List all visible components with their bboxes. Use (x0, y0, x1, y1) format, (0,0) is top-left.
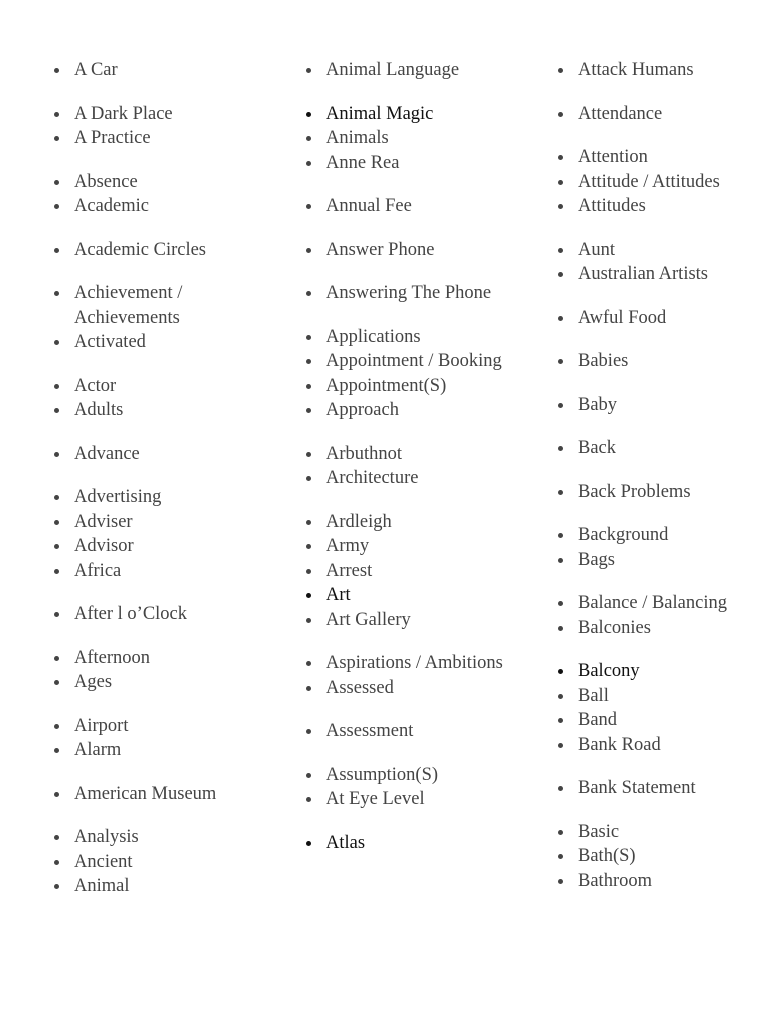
list-item: Africa (52, 559, 287, 584)
list-item: Adults (52, 398, 287, 423)
list-item: Afternoon (52, 646, 287, 671)
list-item: Adviser (52, 510, 287, 535)
list-item: Attendance (556, 102, 768, 127)
list-item: Baby (556, 393, 768, 418)
list-item: Aunt (556, 238, 768, 263)
list-item: Appointment / Booking (304, 349, 539, 374)
list-item: Babies (556, 349, 768, 374)
list-item: Animal Language (304, 58, 539, 83)
list-item: Analysis (52, 825, 287, 850)
list-item: Band (556, 708, 768, 733)
list-item: Background (556, 523, 768, 548)
list-item: Basic (556, 820, 768, 845)
list-item: Attention (556, 145, 768, 170)
word-list-column-3 (556, 58, 768, 893)
word-list-column-2 (304, 58, 539, 855)
list-item: Bath(S) (556, 844, 768, 869)
list-item: A Practice (52, 126, 287, 151)
list-item: Art Gallery (304, 608, 539, 633)
list-item: At Eye Level (304, 787, 539, 812)
list-item: Activated (52, 330, 287, 355)
list-item: Answering The Phone (304, 281, 539, 306)
list-item: Arrest (304, 559, 539, 584)
list-item: Annual Fee (304, 194, 539, 219)
list-item: A Car (52, 58, 287, 83)
list-item: Arbuthnot (304, 442, 539, 467)
list-item: Bathroom (556, 869, 768, 894)
list-item: A Dark Place (52, 102, 287, 127)
list-item: Animal Magic (304, 102, 539, 127)
list-item: Bank Statement (556, 776, 768, 801)
list-item: Australian Artists (556, 262, 768, 287)
list-item: Animals (304, 126, 539, 151)
list-item: Actor (52, 374, 287, 399)
list-item: Assumption(S) (304, 763, 539, 788)
list-item: Back Problems (556, 480, 768, 505)
list-item: Appointment(S) (304, 374, 539, 399)
list-item: Anne Rea (304, 151, 539, 176)
list-item: American Museum (52, 782, 287, 807)
list-item: Advisor (52, 534, 287, 559)
list-item: Attitudes (556, 194, 768, 219)
list-item: Attack Humans (556, 58, 768, 83)
list-item: Attitude / Attitudes (556, 170, 768, 195)
list-item: Art (304, 583, 539, 608)
list-item: Awful Food (556, 306, 768, 331)
list-item: Army (304, 534, 539, 559)
list-item: Ancient (52, 850, 287, 875)
list-item: Airport (52, 714, 287, 739)
list-item: Advertising (52, 485, 287, 510)
list-item: Alarm (52, 738, 287, 763)
list-item: Ardleigh (304, 510, 539, 535)
list-item: Architecture (304, 466, 539, 491)
list-item: Advance (52, 442, 287, 467)
list-item: Assessment (304, 719, 539, 744)
list-item: Balconies (556, 616, 768, 641)
list-item: Academic Circles (52, 238, 287, 263)
word-list-column-1 (52, 58, 287, 899)
list-item: Achievement / Achievements (52, 281, 287, 330)
list-item: After l o’Clock (52, 602, 287, 627)
list-item: Aspirations / Ambitions (304, 651, 539, 676)
list-item: Academic (52, 194, 287, 219)
list-item: Back (556, 436, 768, 461)
list-item: Balance / Balancing (556, 591, 768, 616)
list-item: Assessed (304, 676, 539, 701)
list-item: Absence (52, 170, 287, 195)
list-item: Ages (52, 670, 287, 695)
list-item: Applications (304, 325, 539, 350)
list-item: Atlas (304, 831, 539, 856)
list-item: Bags (556, 548, 768, 573)
list-item: Approach (304, 398, 539, 423)
list-item: Balcony (556, 659, 768, 684)
list-item: Ball (556, 684, 768, 709)
list-item: Bank Road (556, 733, 768, 758)
list-item: Animal (52, 874, 287, 899)
list-item: Answer Phone (304, 238, 539, 263)
